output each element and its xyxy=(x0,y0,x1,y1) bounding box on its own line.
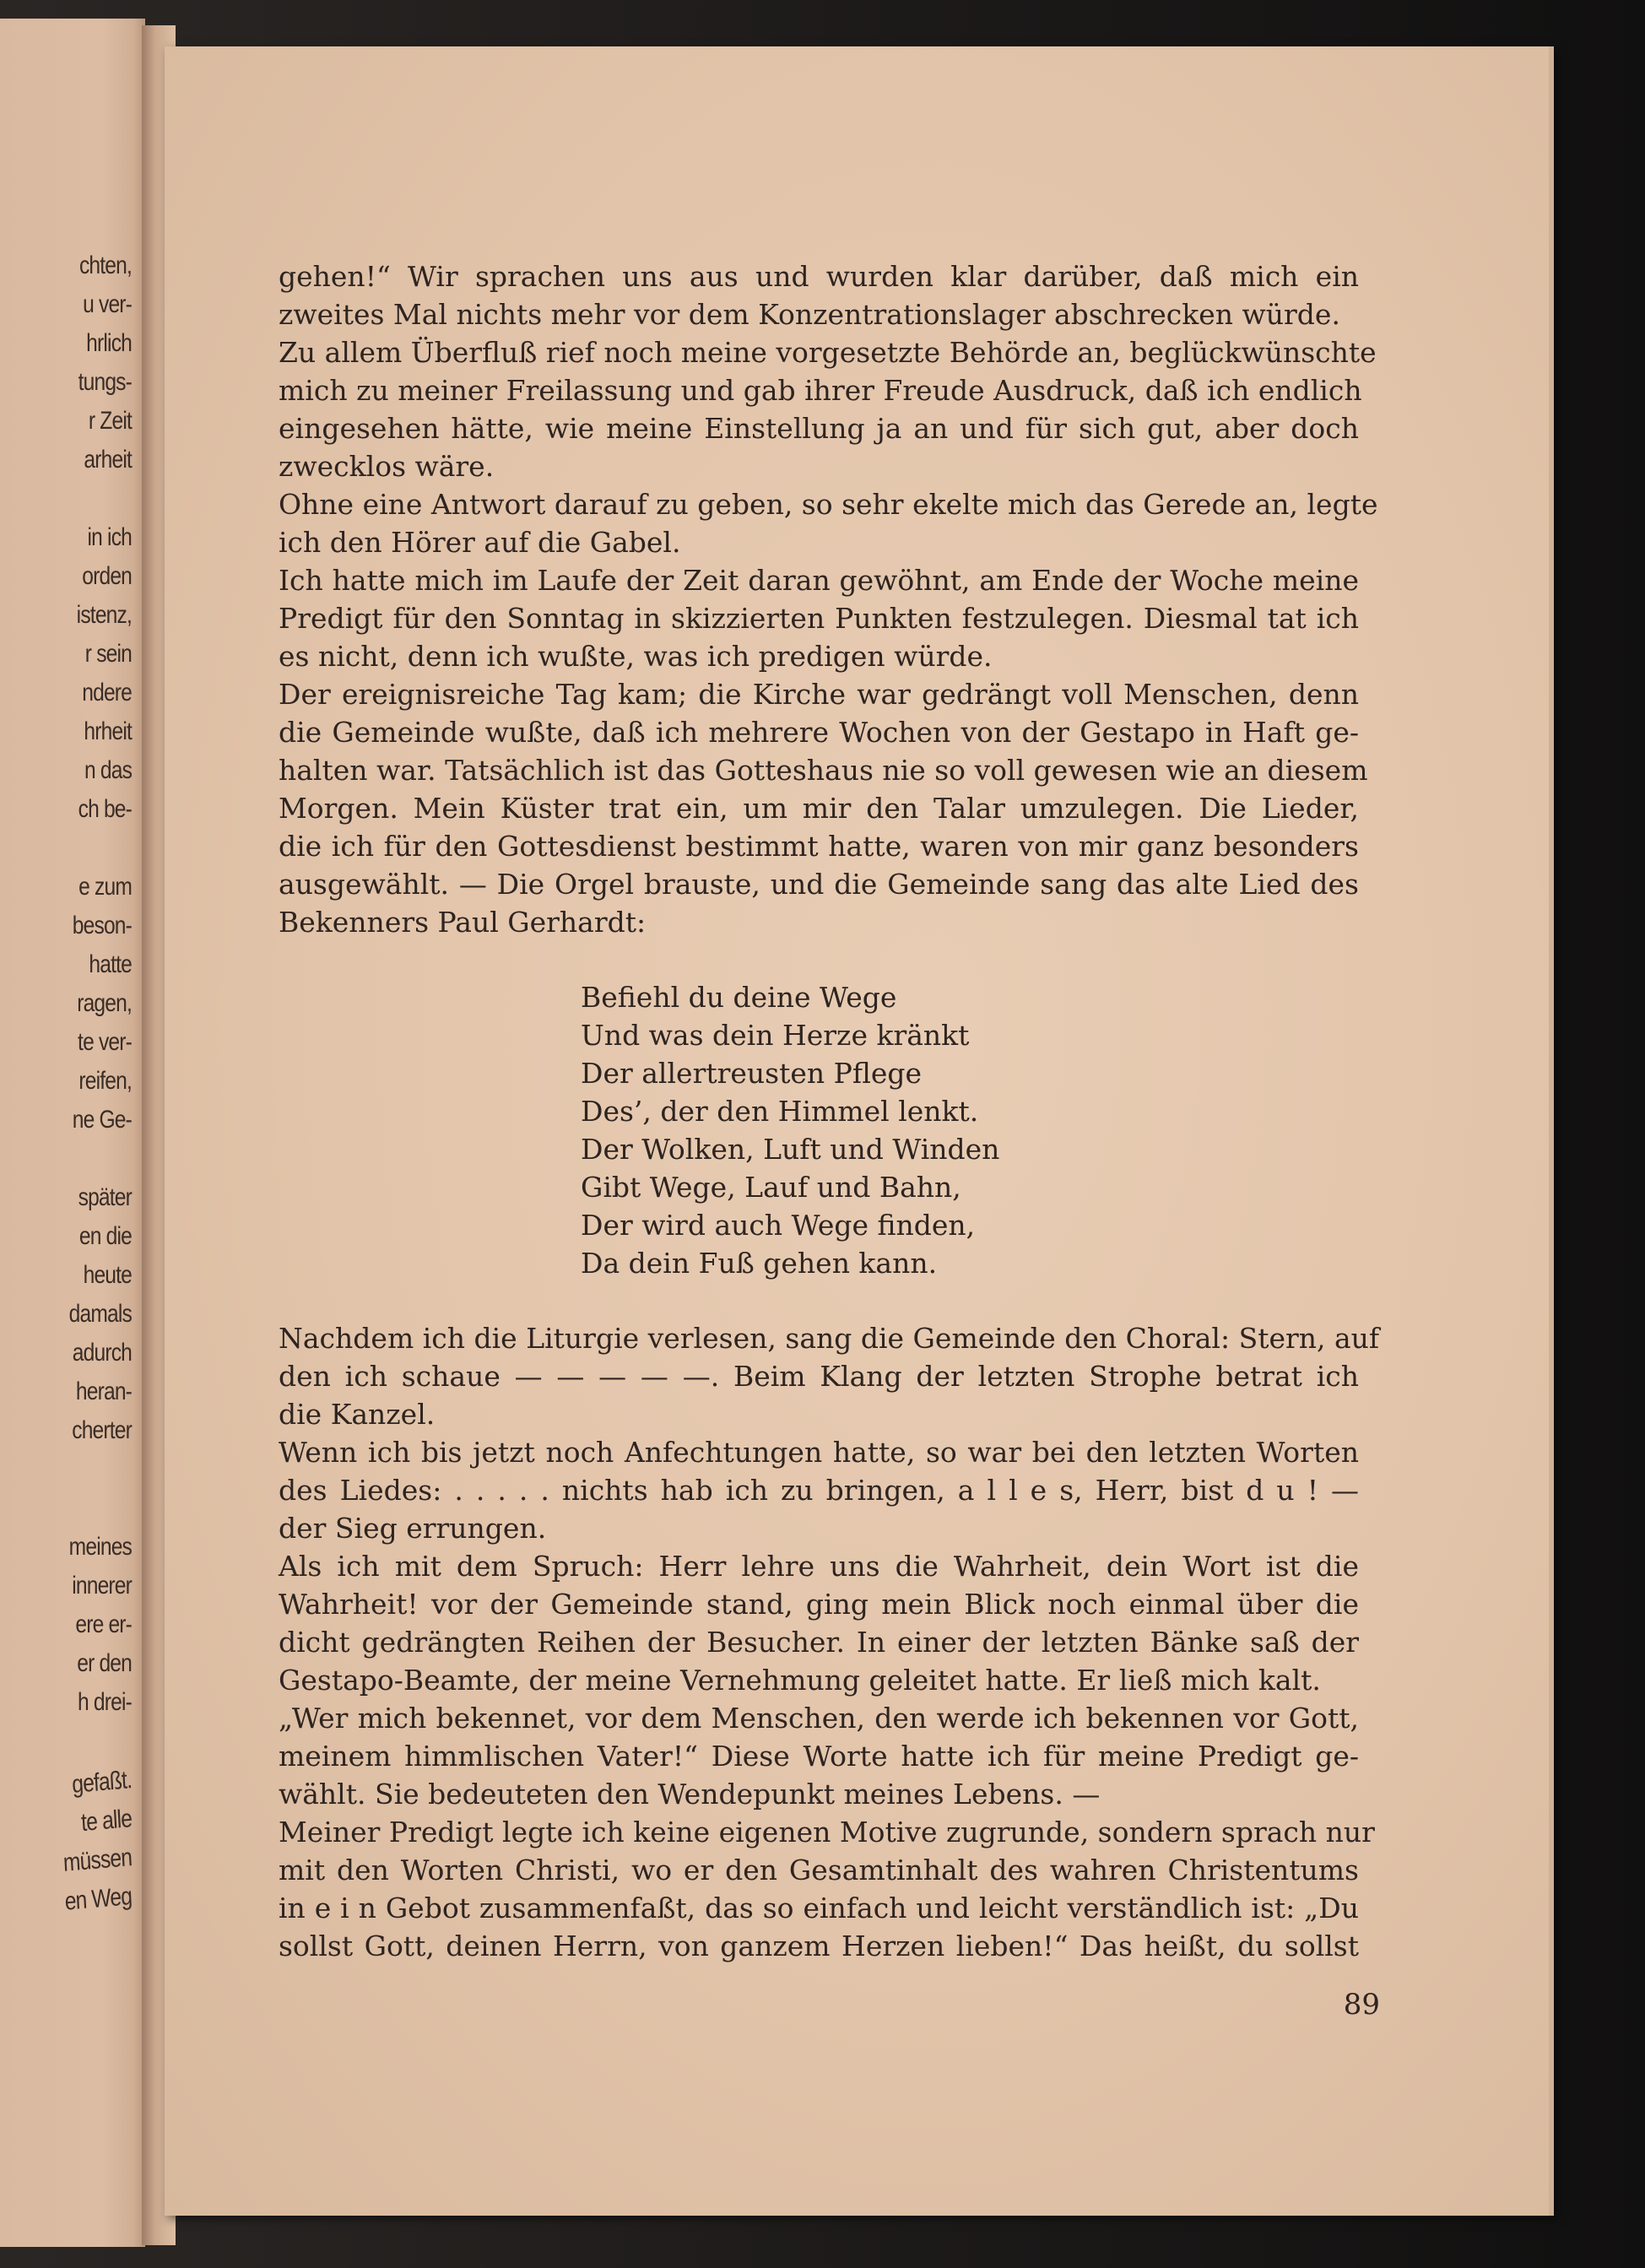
paragraph-5 xyxy=(279,675,1368,941)
text-line: dicht gedrängten Reihen der Besucher. In einer der letzten Bänke saß der xyxy=(279,1626,1359,1659)
verse-line: Und was dein Herze kränkt xyxy=(581,1019,970,1052)
hymn-verse xyxy=(279,978,1359,1282)
previous-page-fragment: damals xyxy=(68,1300,132,1328)
previous-page-fragment: tungs- xyxy=(78,368,132,396)
text-line: Nachdem ich die Liturgie verlesen, sang die Gemeinde den Choral: Stern, auf xyxy=(279,1322,1380,1355)
previous-page-fragment: meines xyxy=(68,1533,132,1561)
paragraph-1 xyxy=(279,257,1359,333)
previous-page-fragment: hrheit xyxy=(84,717,132,745)
text-line: Zu allem Überfluß rief noch meine vorgesetzte Behörde an, beglückwünschte xyxy=(279,336,1377,369)
previous-page-fragment: ragen, xyxy=(77,989,132,1017)
fragment-gap xyxy=(48,1489,132,1528)
text-line: die Kanzel. xyxy=(279,1398,436,1431)
previous-page-fragment: cherter xyxy=(72,1416,132,1444)
previous-page-fragment: adurch xyxy=(72,1339,132,1367)
previous-page-fragment: ne Ge- xyxy=(72,1106,132,1134)
paragraph-7 xyxy=(279,1433,1359,1547)
text-line: Wenn ich bis jetzt noch Anfechtungen hatte, so war bei den letzten Worten xyxy=(279,1436,1359,1469)
verse-line: Der wird auch Wege finden, xyxy=(581,1209,976,1242)
previous-page-fragment: en Weg xyxy=(63,1882,133,1916)
previous-page-fragment: er den xyxy=(77,1649,132,1677)
text-line: ich den Hörer auf die Gabel. xyxy=(279,526,681,559)
previous-page-fragment: r Zeit xyxy=(88,407,132,435)
fragment-gap xyxy=(48,1722,132,1761)
paragraph-8 xyxy=(279,1547,1359,1699)
previous-page-fragment: chten, xyxy=(78,252,132,279)
verse-line: Der Wolken, Luft und Winden xyxy=(581,1133,1000,1166)
previous-page-fragment: müssen xyxy=(62,1843,133,1877)
text-line: Wahrheit! vor der Gemeinde stand, ging mein Blick noch einmal über die xyxy=(279,1588,1359,1621)
previous-page-fragment: en die xyxy=(78,1222,132,1250)
previous-page-fragment: in ich xyxy=(87,523,132,551)
paragraph-3 xyxy=(279,485,1378,561)
text-line: Morgen. Mein Küster trat ein, um mir den Talar umzulegen. Die Lieder, xyxy=(279,792,1359,825)
previous-page-fragment: beson- xyxy=(72,912,132,939)
previous-page-fragment: innerer xyxy=(72,1572,132,1600)
verse-line: Da dein Fuß gehen kann. xyxy=(581,1247,938,1280)
verse-line: Des’, der den Himmel lenkt. xyxy=(581,1095,979,1128)
previous-page-fragment: h drei- xyxy=(78,1688,132,1716)
text-line: Bekenners Paul Gerhardt: xyxy=(279,906,647,939)
fragment-gap xyxy=(48,829,132,868)
previous-page-edge xyxy=(0,19,145,2247)
previous-page-fragment: r sein xyxy=(84,640,132,668)
text-line: sollst Gott, deinen Herrn, von ganzem Herzen lieben!“ Das heißt, du sollst xyxy=(279,1930,1359,1962)
text-line: „Wer mich bekennet, vor dem Menschen, den werde ich bekennen vor Gott, xyxy=(279,1702,1359,1735)
text-line: meinem himmlischen Vater!“ Diese Worte hatte ich für meine Predigt ge- xyxy=(279,1740,1359,1773)
previous-page-fragment: hatte xyxy=(89,950,132,978)
text-line: gehen!“ Wir sprachen uns aus und wurden klar darüber, daß mich ein xyxy=(279,260,1359,293)
paragraph-4 xyxy=(279,561,1359,675)
previous-page-fragment: u ver- xyxy=(83,290,132,318)
paragraph-2 xyxy=(279,333,1377,485)
previous-page-fragment: gefaßt. xyxy=(71,1766,133,1799)
text-line: wählt. Sie bedeuteten den Wendepunkt meines Lebens. — xyxy=(279,1778,1101,1811)
previous-page-fragment: n das xyxy=(84,756,132,784)
page-body-text xyxy=(279,257,1380,1965)
text-line: halten war. Tatsächlich ist das Gotteshaus nie so voll gewesen wie an diesem xyxy=(279,754,1368,787)
fragment-gap xyxy=(48,479,132,518)
text-line: Gestapo-Beamte, der meine Vernehmung geleitet hatte. Er ließ mich kalt. xyxy=(279,1664,1321,1697)
verse-line: Der allertreusten Pflege xyxy=(581,1057,923,1090)
text-line: die Gemeinde wußte, daß ich mehrere Wochen von der Gestapo in Haft ge- xyxy=(279,716,1359,749)
text-line: die ich für den Gottesdienst bestimmt hatte, waren von mir ganz besonders xyxy=(279,830,1359,863)
text-line: Als ich mit dem Spruch: Herr lehre uns die Wahrheit, dein Wort ist die xyxy=(279,1550,1359,1583)
previous-page-fragment: ndere xyxy=(82,679,132,706)
text-line: in e i n Gebot zusammenfaßt, das so einfach und leicht verständlich ist: „Du xyxy=(279,1892,1359,1924)
text-line: eingesehen hätte, wie meine Einstellung ja an und für sich gut, aber doch xyxy=(279,412,1359,445)
verse-line: Gibt Wege, Lauf und Bahn, xyxy=(581,1171,961,1204)
page-number: 89 xyxy=(1343,1988,1380,2022)
previous-page-fragment: te ver- xyxy=(78,1028,132,1056)
text-line: ausgewählt. — Die Orgel brauste, und die Gemeinde sang das alte Lied des xyxy=(279,868,1359,901)
previous-page-fragment: te alle xyxy=(80,1805,133,1838)
paragraph-10 xyxy=(279,1813,1375,1965)
previous-page-fragment: ere er- xyxy=(75,1610,132,1638)
previous-page-fragment: heute xyxy=(83,1261,132,1289)
previous-page-fragment: istenz, xyxy=(76,601,132,629)
text-line: mit den Worten Christi, wo er den Gesamtinhalt des wahren Christentums xyxy=(279,1854,1359,1886)
text-line: Ich hatte mich im Laufe der Zeit daran gewöhnt, am Ende der Woche meine xyxy=(279,564,1359,597)
previous-page-fragment: arheit xyxy=(84,446,132,474)
previous-page-fragment: reifen, xyxy=(78,1067,132,1095)
text-line: Der ereignisreiche Tag kam; die Kirche war gedrängt voll Menschen, denn xyxy=(279,678,1359,711)
paragraph-9 xyxy=(279,1699,1359,1813)
text-line: der Sieg errungen. xyxy=(279,1512,547,1545)
verse-line: Befiehl du deine Wege xyxy=(581,981,897,1014)
previous-page-text-fragments xyxy=(48,246,132,1916)
previous-page-fragment: hrlich xyxy=(86,329,132,357)
text-line: den ich schaue — — — — —. Beim Klang der letzten Strophe betrat ich xyxy=(279,1360,1359,1393)
previous-page-fragment: heran- xyxy=(75,1378,132,1405)
fragment-gap xyxy=(48,1450,132,1489)
previous-page-fragment: e zum xyxy=(78,873,132,901)
text-line: Predigt für den Sonntag in skizzierten Punkten festzulegen. Diesmal tat ich xyxy=(279,602,1359,635)
previous-page-fragment: orden xyxy=(82,562,132,590)
text-line: Ohne eine Antwort darauf zu geben, so sehr ekelte mich das Gerede an, legte xyxy=(279,488,1378,521)
text-line: es nicht, denn ich wußte, was ich predigen würde. xyxy=(279,640,993,673)
paragraph-6 xyxy=(279,1319,1380,1433)
fragment-gap xyxy=(48,1139,132,1178)
text-line: zweites Mal nichts mehr vor dem Konzentrationslager abschrecken würde. xyxy=(279,298,1340,331)
previous-page-fragment: später xyxy=(78,1183,132,1211)
text-line: zwecklos wäre. xyxy=(279,450,495,483)
text-line: mich zu meiner Freilassung und gab ihrer Freude Ausdruck, daß ich endlich xyxy=(279,374,1362,407)
text-line: des Liedes: . . . . . nichts hab ich zu bringen, a l l e s, Herr, bist d u ! — xyxy=(279,1474,1359,1507)
text-line: Meiner Predigt legte ich keine eigenen Motive zugrunde, sondern sprach nur xyxy=(279,1816,1375,1849)
book-page xyxy=(165,46,1554,2216)
previous-page-fragment: ch be- xyxy=(78,795,132,823)
